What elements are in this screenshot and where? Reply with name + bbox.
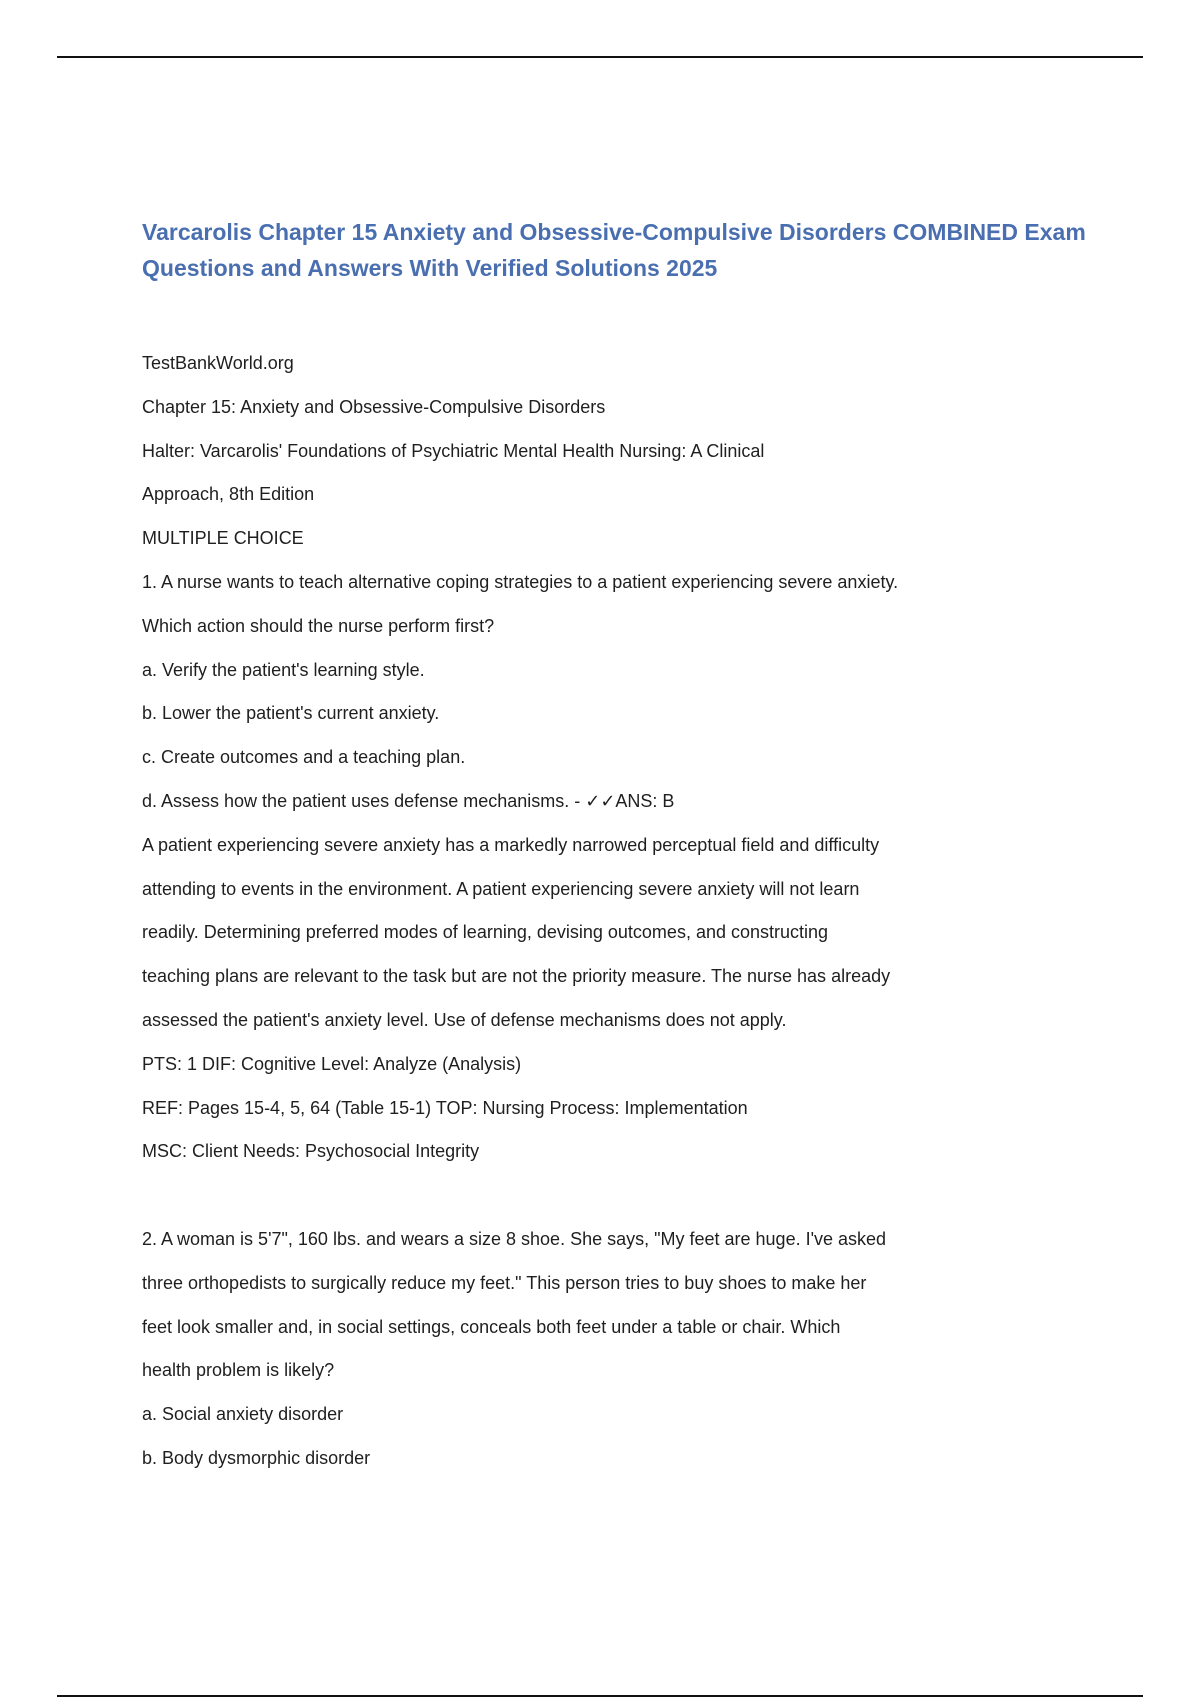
- client-needs: MSC: Client Needs: Psychosocial Integrity: [142, 1141, 480, 1162]
- answer-option-d-with-key: d. Assess how the patient uses defense mechanisms. - ✓✓ANS: B: [142, 790, 675, 811]
- bottom-rule: [57, 1695, 1143, 1697]
- chapter-heading: Chapter 15: Anxiety and Obsessive-Compulsive Disorders: [142, 396, 606, 417]
- book-citation-line-1: Halter: Varcarolis' Foundations of Psychiatric Mental Health Nursing: A Clinical: [142, 440, 765, 461]
- answer-option-b: b. Body dysmorphic disorder: [142, 1447, 371, 1468]
- question-stem-line: three orthopedists to surgically reduce my feet." This person tries to buy shoes to make her: [142, 1272, 867, 1293]
- question-stem-line: health problem is likely?: [142, 1360, 335, 1381]
- top-rule: [57, 56, 1143, 58]
- book-citation-line-2: Approach, 8th Edition: [142, 484, 315, 505]
- points-difficulty: PTS: 1 DIF: Cognitive Level: Analyze (Analysis): [142, 1053, 522, 1074]
- answer-option-a: a. Social anxiety disorder: [142, 1404, 344, 1425]
- spacer: [142, 1174, 1102, 1218]
- question-stem-line: feet look smaller and, in social settings, conceals both feet under a table or chair. Which: [142, 1316, 841, 1337]
- question-stem-line: 1. A nurse wants to teach alternative coping strategies to a patient experiencing severe anxiety.: [142, 571, 899, 592]
- question-stem-line: Which action should the nurse perform first?: [142, 615, 495, 636]
- question-2: [142, 1218, 1102, 1481]
- document-body: [142, 342, 1102, 1481]
- question-stem-line: 2. A woman is 5'7", 160 lbs. and wears a size 8 shoe. She says, "My feet are huge. I've asked: [142, 1228, 887, 1249]
- source-site: TestBankWorld.org: [142, 353, 294, 373]
- rationale-line: readily. Determining preferred modes of learning, devising outcomes, and constructing: [142, 922, 829, 943]
- rationale-line: teaching plans are relevant to the task but are not the priority measure. The nurse has already: [142, 966, 891, 987]
- rationale-line: assessed the patient's anxiety level. Use of defense mechanisms does not apply.: [142, 1009, 787, 1030]
- document-title: Varcarolis Chapter 15 Anxiety and Obsessive-Compulsive Disorders COMBINED Exam Questions and Answers With Verified Solutions 2025: [142, 219, 1086, 281]
- answer-option-b: b. Lower the patient's current anxiety.: [142, 703, 440, 724]
- answer-option-a: a. Verify the patient's learning style.: [142, 659, 425, 680]
- rationale-line: A patient experiencing severe anxiety has a markedly narrowed perceptual field and difficulty: [142, 834, 880, 855]
- answer-option-c: c. Create outcomes and a teaching plan.: [142, 747, 466, 768]
- reference: REF: Pages 15-4, 5, 64 (Table 15-1) TOP: Nursing Process: Implementation: [142, 1097, 748, 1118]
- section-heading: MULTIPLE CHOICE: [142, 528, 304, 549]
- question-1: [142, 561, 1102, 1174]
- rationale-line: attending to events in the environment. A patient experiencing severe anxiety will not learn: [142, 878, 860, 899]
